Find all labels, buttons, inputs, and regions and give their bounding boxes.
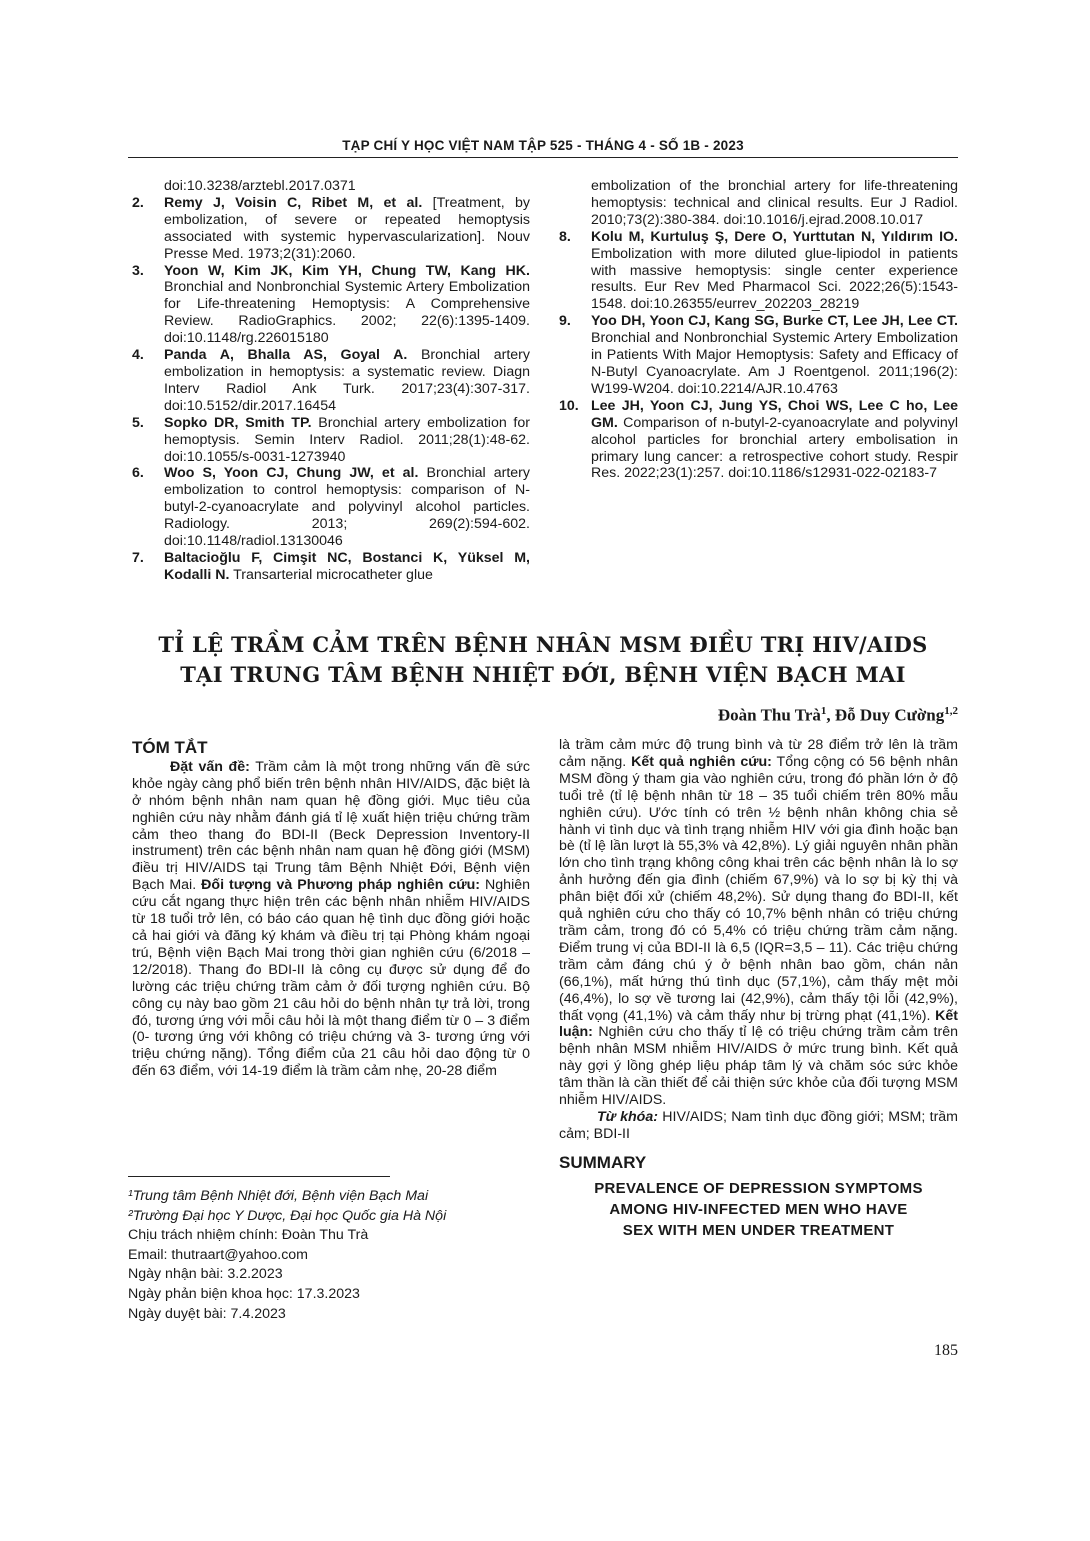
reference-text: embolization of the bronchial artery for life-threatening hemoptysis: technical and clinical results. Eur J Radiol. 2010;73(2):380-384. doi:10.1016/j.ejrad.2008.10.017 [591, 178, 958, 228]
reference-item [132, 465, 530, 550]
keywords-label: Từ khóa: [597, 1108, 658, 1125]
affiliation: ¹Trung tâm Bệnh Nhiệt đới, Bệnh viện Bạch Mai [128, 1188, 429, 1204]
author-name: Đỗ Duy Cường [834, 705, 945, 725]
article-title-line: TẠI TRUNG TÂM BỆNH NHIỆT ĐỚI, BỆNH VIỆN BẠCH MAI [180, 662, 906, 687]
article-title [128, 630, 958, 690]
reference-authors: Lee JH, Yoon CJ, Jung YS, Choi WS, Lee C ho, Lee GM. [591, 397, 958, 431]
reference-authors: Baltacioğlu F, Cimşit NC, Bostanci K, Yüksel M, Kodalli N. [164, 549, 530, 583]
abstract-paragraph [559, 737, 958, 1109]
abstract-label: Đối tượng và Phương pháp nghiên cứu: [201, 877, 481, 894]
article-title-line: TỈ LỆ TRẦM CẢM TRÊN BỆNH NHÂN MSM ĐIỀU TRỊ HIV/AIDS [158, 632, 928, 657]
reference-text: Bronchial artery embolization to control hemoptysis: comparison of N-butyl-2-cyanoacrylate and polyvinyl alcohol particles. Radiology. 2013; 269(2):594-602. doi:10.1148/radiol.13130046 [164, 465, 530, 550]
email: Email: thutraart@yahoo.com [128, 1246, 308, 1263]
reference-number: 10. [559, 397, 579, 414]
header-rule [128, 157, 958, 158]
reference-authors: Remy J, Voisin C, Ribet M, et al. [164, 194, 423, 211]
article-authors [560, 705, 958, 726]
reference-item [559, 398, 958, 483]
keywords [559, 1109, 958, 1143]
reference-authors: Kolu M, Kurtuluş Ş, Dere O, Yurttutan N, Yıldırım IO. [591, 228, 958, 245]
abstract-text: Nghiên cứu cho thấy tỉ lệ có triệu chứng trầm cảm trên bệnh nhân MSM nhiễm HIV/AIDS ở mức trung bình. Kết quả này gợi ý lồng ghép liệu pháp tâm lý và chăm sóc sức khỏe tâm thần là cần thiết để cải thiện sức khỏe của đối tượng MSM nhiễm HIV/AIDS. [559, 1024, 958, 1109]
reference-item [132, 195, 530, 263]
reference-text: Embolization with more diluted glue-lipiodol in patients with massive hemoptysis: single center experience results. Eur Rev Med Pharmacol Sci. 2022;26(5):1543-1548. doi:10.26355/eurrev_202203_28219 [591, 245, 958, 313]
abstract-left-column [132, 737, 530, 1080]
reference-item [559, 229, 958, 314]
author-separator: , [826, 705, 835, 725]
summary-title-line: SEX WITH MEN UNDER TREATMENT [622, 1221, 895, 1239]
reference-authors: Yoon W, Kim JK, Kim YH, Chung TW, Kang HK. [164, 262, 530, 279]
author-affiliation-mark: 1 [820, 705, 827, 717]
summary-heading: SUMMARY [559, 1152, 647, 1172]
footnotes [128, 1187, 528, 1324]
reference-number: 7. [132, 549, 144, 566]
abstract-text: Nghiên cứu cắt ngang thực hiện trên các bệnh nhân nhiễm HIV/AIDS từ 18 tuổi trở lên, có báo cáo quan hệ tình dục đồng giới hoặc cả hai giới và đăng ký khám và điều trị tại Phòng khám ngoại trú, Bệnh viện Bạch Mai trong thời gian nghiên cứu (6/2018 – 12/2018). Thang đo BDI-II là công cụ được sử dụng để đo lường các triệu chứng trầm cảm ở đối tượng nghiên cứu. Bộ công cụ này bao gồm 21 câu hỏi do bệnh nhân tự trả lời, trong đó, tương ứng với mỗi câu hỏi là một thang điểm từ 0 – 3 điểm (0- tương ứng với không có triệu chứng và 3- tương ứng với triệu chứng nặng). Tổng điểm của 21 câu hỏi dao động từ 0 đến 63 điểm, với 14-19 điểm là trầm cảm nhẹ, 20-28 điểm [132, 877, 530, 1080]
reference-text: Comparison of n-butyl-2-cyanoacrylate and polyvinyl alcohol particles for bronchial artery embolisation in primary lung cancer: a retrospective cohort study. Respir Res. 2022;23(1):257. doi:10.1186/s12931-022-02183-7 [591, 414, 959, 482]
reference-number: 5. [132, 414, 144, 431]
abstract-paragraph [132, 759, 530, 1080]
abstract-label: Kết quả nghiên cứu: [631, 753, 772, 770]
page-number: 185 [934, 1342, 958, 1359]
reference-text: Bronchial artery embolization in hemoptysis: a systematic review. Diagn Interv Radiol Ank Turk. 2017;23(4):307-317. doi:10.5152/dir.2017.16454 [164, 347, 530, 414]
references-right-column [559, 178, 958, 482]
reference-number: 6. [132, 465, 144, 482]
reference-item [559, 313, 958, 398]
reference-authors: Woo S, Yoon CJ, Chung JW, et al. [164, 465, 419, 482]
reference-authors: Sopko DR, Smith TP. [164, 414, 312, 431]
author-affiliation-mark: 1,2 [944, 705, 958, 717]
reference-text: [Treatment, by embolization, of severe or repeated hemoptysis associated with systemic hypervascularization]. Nouv Presse Med. 1973;2(31):2060. [164, 194, 530, 262]
abstract-text: Trầm cảm là một trong những vấn đề sức khỏe ngày càng phổ biến trên bệnh nhân HIV/AIDS, đặc biệt là ở nhóm bệnh nhân nam quan hệ đồng giới. Mục tiêu của nghiên cứu này nhằm đánh giá tỉ lệ xuất hiện triệu chứng trầm cảm theo thang đo BDI-II (Beck Depression Inventory-II instrument) trên các bệnh nhân nam quan hệ đồng giới (MSM) điều trị HIV/AIDS tại Trung tâm Bệnh Nhiệt Đới, Bệnh viện Bạch Mai. [132, 758, 530, 894]
reference-number: 8. [559, 228, 571, 245]
keywords-text: HIV/AIDS; Nam tình dục đồng giới; MSM; trầm cảm; BDI-II [559, 1108, 959, 1142]
abstract-label: Đặt vấn đề: [170, 758, 250, 775]
abstract-label: Kết luận: [559, 1007, 958, 1041]
summary-title [559, 1178, 958, 1241]
reference-number: 2. [132, 194, 144, 211]
reference-text: Bronchial and Nonbronchial Systemic Artery Embolization in Patients With Major Hemoptysis: Safety and Efficacy of N-Butyl Cyanoacrylate. Am J Roentgenol. 2011;196(2): W199-W204. doi:10.2214/AJR.10.4763 [591, 330, 958, 397]
reference-number: 9. [559, 313, 571, 330]
date-reviewed: Ngày phản biện khoa học: 17.3.2023 [128, 1285, 360, 1302]
affiliation: ²Trường Đại học Y Dược, Đại học Quốc gia Hà Nội [128, 1207, 447, 1224]
journal-header: TẠP CHÍ Y HỌC VIỆT NAM TẬP 525 - THÁNG 4 - SỐ 1B - 2023 [342, 138, 744, 153]
abstract-text: là trầm cảm mức độ trung bình và từ 28 điểm trở lên là trầm cảm nặng. [559, 737, 958, 770]
date-received: Ngày nhận bài: 3.2.2023 [128, 1266, 283, 1283]
reference-text: Bronchial and Nonbronchial Systemic Artery Embolization for Life-threatening Hemoptysis: A Comprehensive Review. RadioGraphics. 2002; 22(6):1395-1409. doi:10.1148/rg.226015180 [164, 279, 530, 347]
corresponding-author: Chịu trách nhiệm chính: Đoàn Thu Trà [128, 1227, 369, 1244]
author-name: Đoàn Thu Trà [717, 705, 821, 725]
footnote-rule [128, 1176, 390, 1177]
reference-text: doi:10.3238/arztebl.2017.0371 [164, 178, 356, 194]
summary-title-line: PREVALENCE OF DEPRESSION SYMPTOMS [594, 1179, 923, 1197]
reference-item [559, 178, 958, 229]
reference-item [132, 263, 530, 348]
reference-authors: Yoo DH, Yoon CJ, Kang SG, Burke CT, Lee JH, Lee CT. [591, 313, 958, 330]
reference-item [132, 347, 530, 415]
reference-number: 4. [132, 347, 144, 364]
abstract-text: Tổng cộng có 56 bệnh nhân MSM đồng ý tham gia vào nghiên cứu, trong đó phần lớn ở độ tuổi trẻ (tỉ lệ bệnh nhân từ 18 – 35 tuổi chiếm trên 80% mẫu nghiên cứu). Ước tính có trên ½ bệnh nhân không chia sẻ hành vi tình dục và tình trạng nhiễm HIV với gia đình hoặc bạn bè (tỉ lệ lần lượt là 55,3% và 42,8%). Lý giải nguyên nhân phần lớn cho tình trạng không công khai trên các bệnh nhân là lo sợ ảnh hưởng đến gia đình (chiếm 67,9%) và lo sợ bị kỳ thị và phân biệt đối xử (chiếm 48,2%). Sử dụng thang đo BDI-II, kết quả nghiên cứu cho thấy có 10,7% bệnh nhân có triệu chứng trầm cảm, trong đó có 5,4% có triệu chứng trầm cảm nặng. Điểm trung vị của BDI-II là 6,5 (IQR=3,5 – 11). Các triệu chứng trầm cảm đáng chú ý ở bệnh nhân bao gồm, chán nản (66,1%), mất hứng thú tình dục (57,1%), cảm thấy mệt mỏi (46,4%), lo sợ về tương lai (42,9%), cảm thấy tội lỗi (42,9%), thất vọng (41,1%) và cảm thấy như bị trừng phạt (41,1%). [559, 753, 958, 1024]
reference-number: 3. [132, 262, 144, 279]
abstract-right-column [559, 737, 958, 1241]
abstract-heading: TÓM TẮT [132, 738, 208, 757]
reference-item [132, 178, 530, 195]
date-approved: Ngày duyệt bài: 7.4.2023 [128, 1305, 286, 1322]
reference-text: Bronchial artery embolization for hemoptysis. Semin Interv Radiol. 2011;28(1):48-62. doi:10.1055/s-0031-1273940 [164, 414, 530, 465]
reference-text: Transarterial microcatheter glue [233, 566, 433, 583]
reference-item [132, 415, 530, 466]
reference-authors: Panda A, Bhalla AS, Goyal A. [164, 347, 408, 364]
references-left-column [132, 178, 530, 584]
reference-item [132, 550, 530, 584]
summary-title-line: AMONG HIV-INFECTED MEN WHO HAVE [609, 1200, 908, 1218]
